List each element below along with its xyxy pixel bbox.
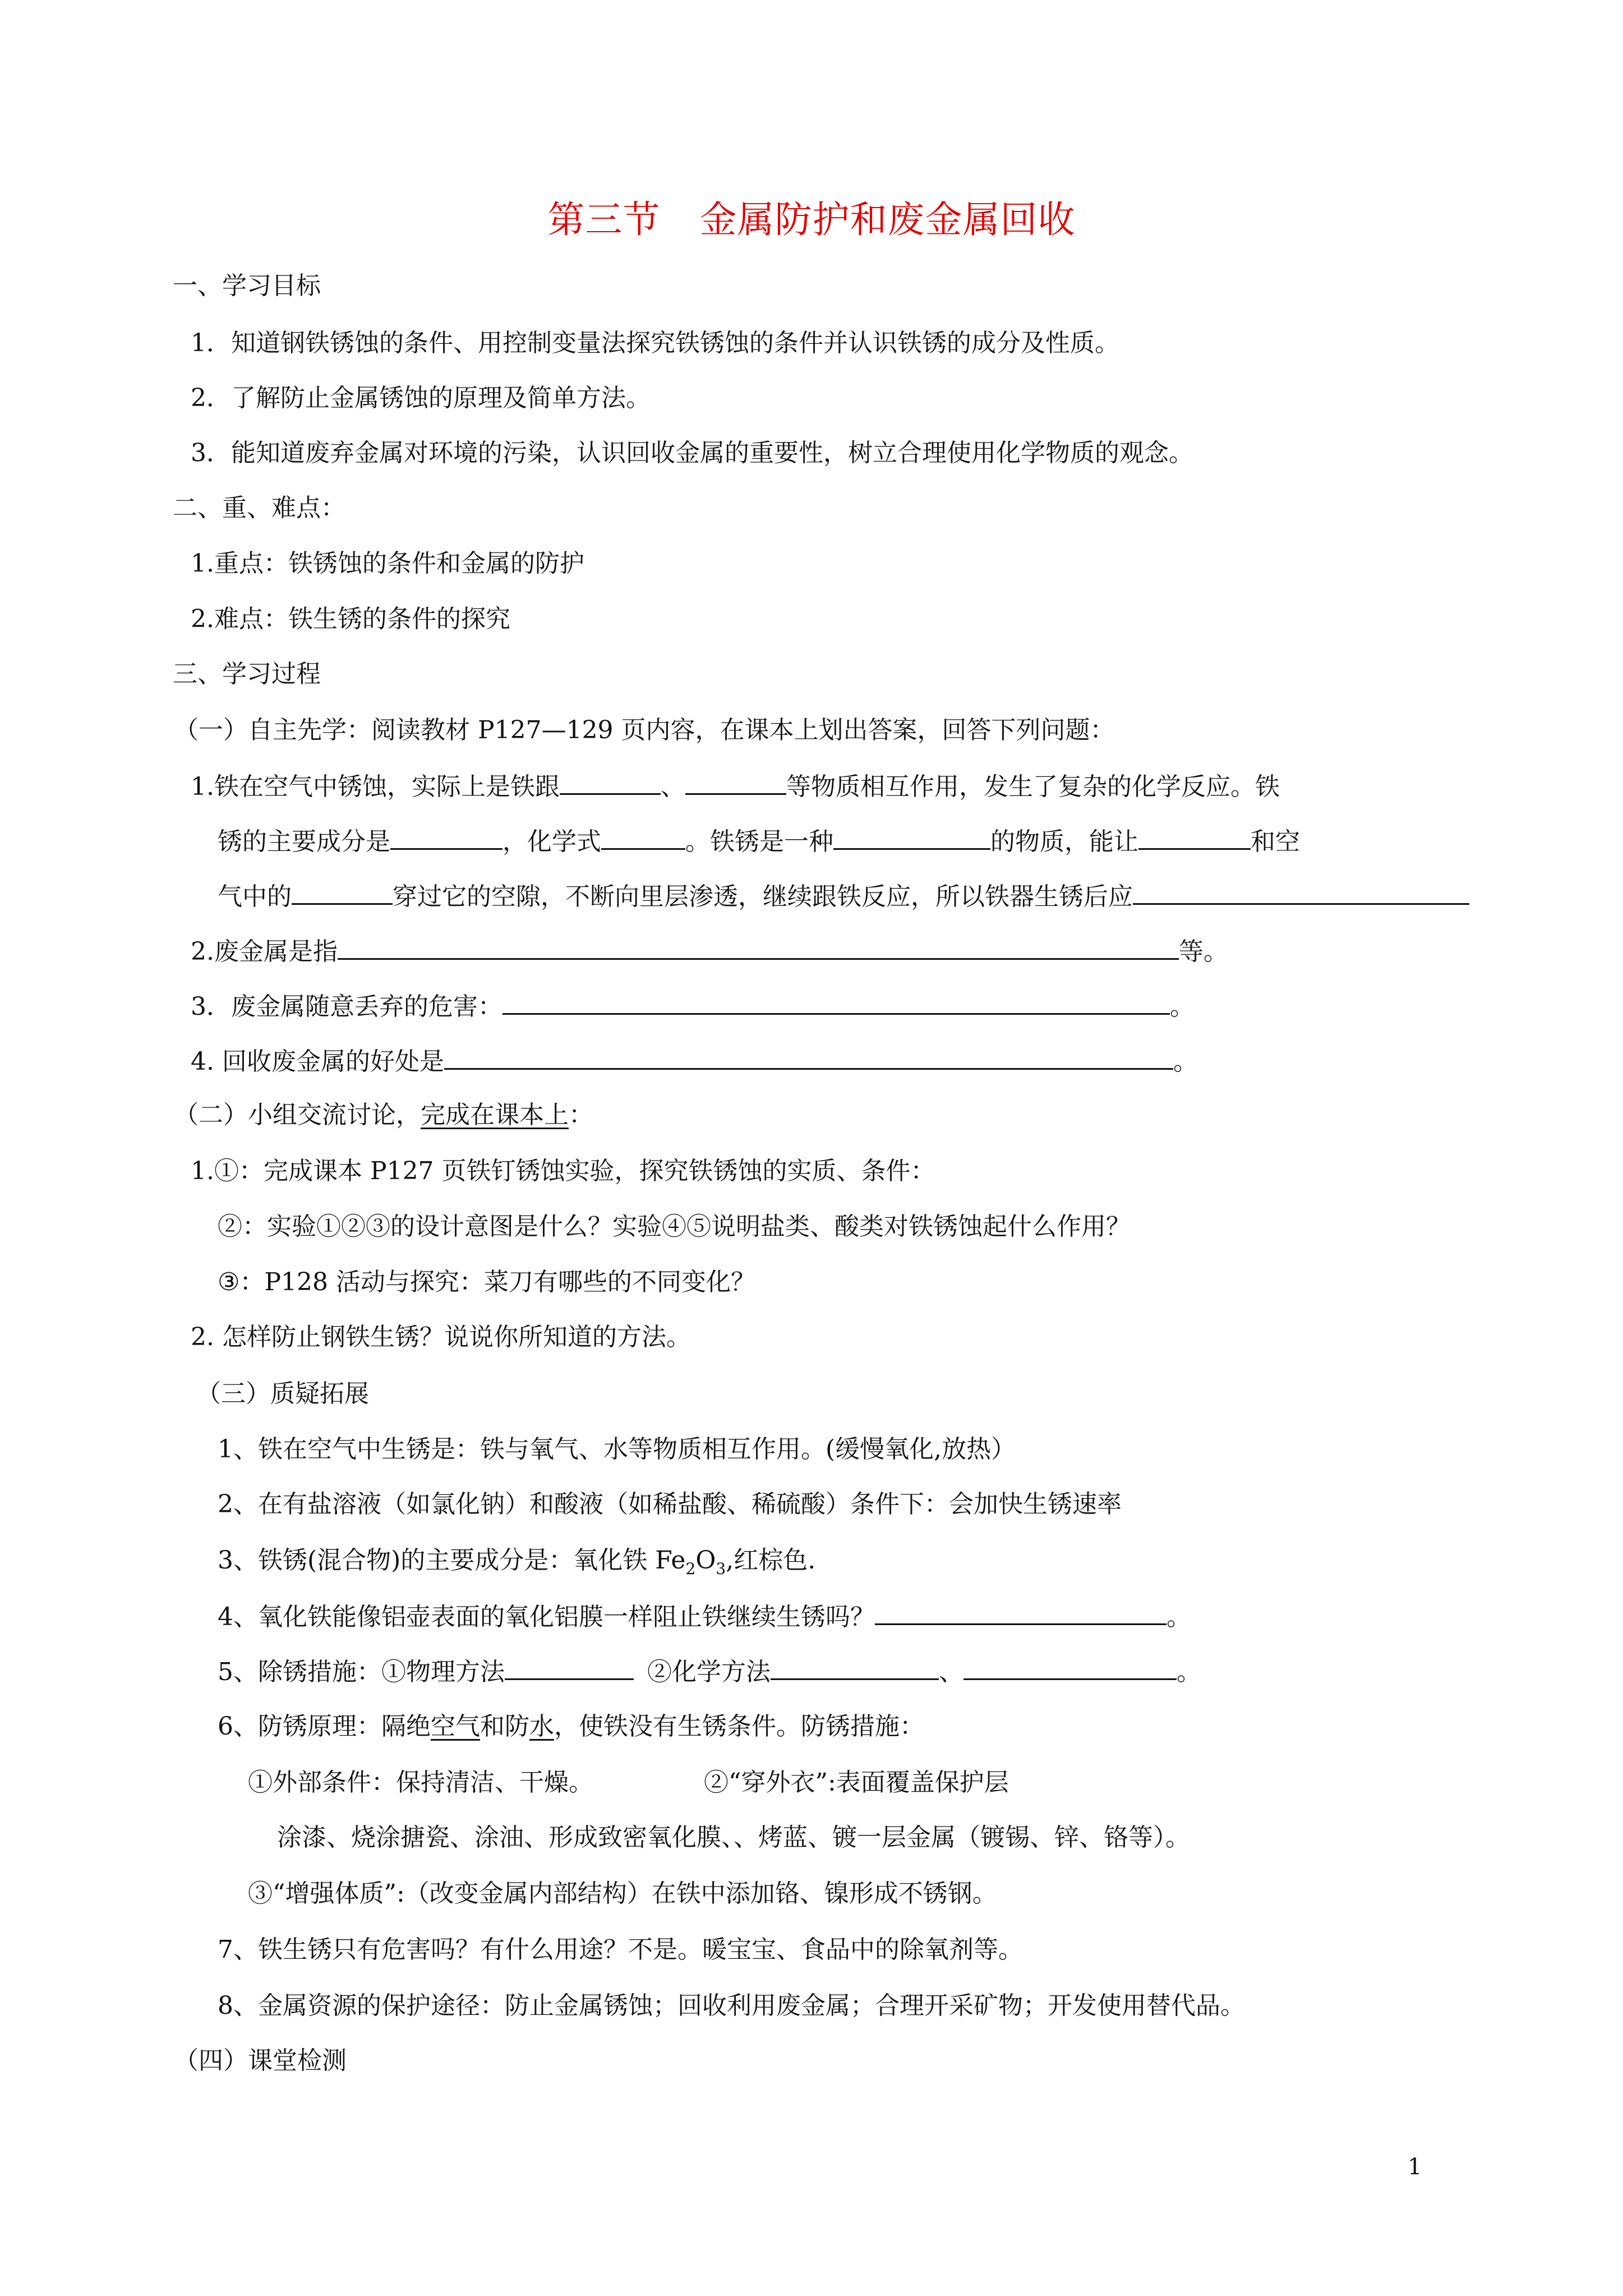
question-3: 3．废金属随意丢弃的危害： 。 [191, 988, 1195, 1024]
discussion-2: 2. 怎样防止钢铁生锈？说说你所知道的方法。 [191, 1323, 691, 1351]
measure-internal: ③“增强体质”:（改变金属内部结构）在铁中添加铬、镍形成不锈钢。 [248, 1879, 997, 1908]
part-2-heading: （二）小组交流讨论，完成在课本上： [174, 1101, 593, 1129]
extension-8: 8、金属资源的保护途径：防止金属锈蚀；回收利用废金属；合理开采矿物；开发使用替代品。 [218, 1991, 1245, 2020]
goal-3: 3．能知道废弃金属对环境的污染，认识回收金属的重要性，树立合理使用化学物质的观念。 [191, 439, 1193, 467]
answer-blank[interactable] [502, 988, 1170, 1015]
goal-1: 1．知道钢铁锈蚀的条件、用控制变量法探究铁锈蚀的条件并认识铁锈的成分及性质。 [191, 329, 1119, 357]
title-text: 金属防护和废金属回收 [699, 198, 1076, 241]
question-1-line-3: 气中的 穿过它的空隙，不断向里层渗透，继续跟铁反应，所以铁器生锈后应 [218, 878, 1469, 914]
part-4-heading: （四）课堂检测 [174, 2046, 347, 2075]
answer-blank[interactable] [390, 823, 502, 850]
extension-3: 3、铁锈(混合物)的主要成分是：氧化铁 $Fe_2O_3$,红棕色. [218, 1546, 816, 1578]
extension-4: 4、氧化铁能像铝壶表面的氧化铝膜一样阻止铁继续生锈吗？ 。 [218, 1599, 1191, 1634]
answer-blank[interactable] [444, 1043, 1173, 1070]
question-2: 2.废金属是指 等。 [191, 933, 1228, 969]
page-number: 1 [1408, 2154, 1422, 2180]
answer-blank[interactable] [560, 769, 661, 795]
answer-blank[interactable] [292, 878, 393, 905]
title-section-number: 第三节 [547, 198, 661, 241]
measure-coating: ②“穿外衣”:表面覆盖保护层 [704, 1768, 1009, 1797]
answer-blank[interactable] [338, 933, 1179, 960]
answer-blank[interactable] [505, 1654, 634, 1680]
extension-7: 7、铁生锈只有危害吗？有什么用途？不是。暖宝宝、食品中的除氧剂等。 [218, 1935, 1023, 1964]
answer-blank[interactable] [1133, 878, 1469, 905]
answer-blank[interactable] [1138, 823, 1251, 850]
part-1-heading: （一）自主先学：阅读教材 P127—129 页内容，在课本上划出答案，回答下列问题： [174, 716, 1115, 744]
answer-blank[interactable] [771, 1654, 939, 1680]
page-title [0, 190, 1623, 243]
answer-blank[interactable] [685, 769, 786, 795]
question-1-line-1: 1.铁在空气中锈蚀，实际上是铁跟 、 等物质相互作用，发生了复杂的化学反应。铁 [191, 769, 1280, 804]
discussion-1: 1.①：完成课本 P127 页铁钉锈蚀实验，探究铁锈蚀的实质、条件： [191, 1157, 935, 1185]
discussion-1-3: ③：P128 活动与探究：菜刀有哪些的不同变化？ [218, 1268, 756, 1296]
answer-blank[interactable] [833, 823, 990, 850]
section-learning-process-heading: 三、学习过程 [173, 660, 321, 688]
measure-external: ①外部条件：保持清洁、干燥。 [248, 1768, 593, 1797]
goal-2: 2．了解防止金属锈蚀的原理及简单方法。 [191, 384, 651, 412]
section-key-points-heading: 二、重、难点： [173, 494, 345, 522]
extension-6: 6、防锈原理：隔绝空气和防水，使铁没有生锈条件。防锈措施： [218, 1712, 924, 1741]
extension-1: 1、铁在空气中生锈是：铁与氧气、水等物质相互作用。(缓慢氧化,放热） [218, 1435, 1016, 1464]
answer-blank[interactable] [875, 1599, 1166, 1625]
measure-coating-methods: 涂漆、烧涂搪瓷、涂油、形成致密氧化膜、、烤蓝、镀一层金属（镀锡、锌、铬等）。 [277, 1823, 1190, 1852]
discussion-1-2: ②：实验①②③的设计意图是什么？实验④⑤说明盐类、酸类对铁锈蚀起什么作用？ [218, 1212, 1131, 1241]
question-1-line-2: 锈的主要成分是 ，化学式 。铁锈是一种 的物质，能让 和空 [218, 823, 1300, 859]
part-3-heading: （三）质疑拓展 [196, 1379, 369, 1408]
key-point: 1.重点：铁锈蚀的条件和金属的防护 [191, 549, 584, 578]
extension-5: 5、除锈措施：①物理方法 ②化学方法 、 。 [218, 1654, 1201, 1689]
question-4: 4. 回收废金属的好处是 。 [191, 1043, 1198, 1079]
answer-blank[interactable] [601, 823, 685, 850]
difficult-point: 2.难点：铁生锈的条件的探究 [191, 605, 510, 633]
answer-blank[interactable] [963, 1654, 1177, 1680]
extension-2: 2、在有盐溶液（如氯化钠）和酸液（如稀盐酸、稀硫酸）条件下：会加快生锈速率 [218, 1490, 1122, 1519]
section-learning-goals-heading: 一、学习目标 [173, 272, 321, 300]
